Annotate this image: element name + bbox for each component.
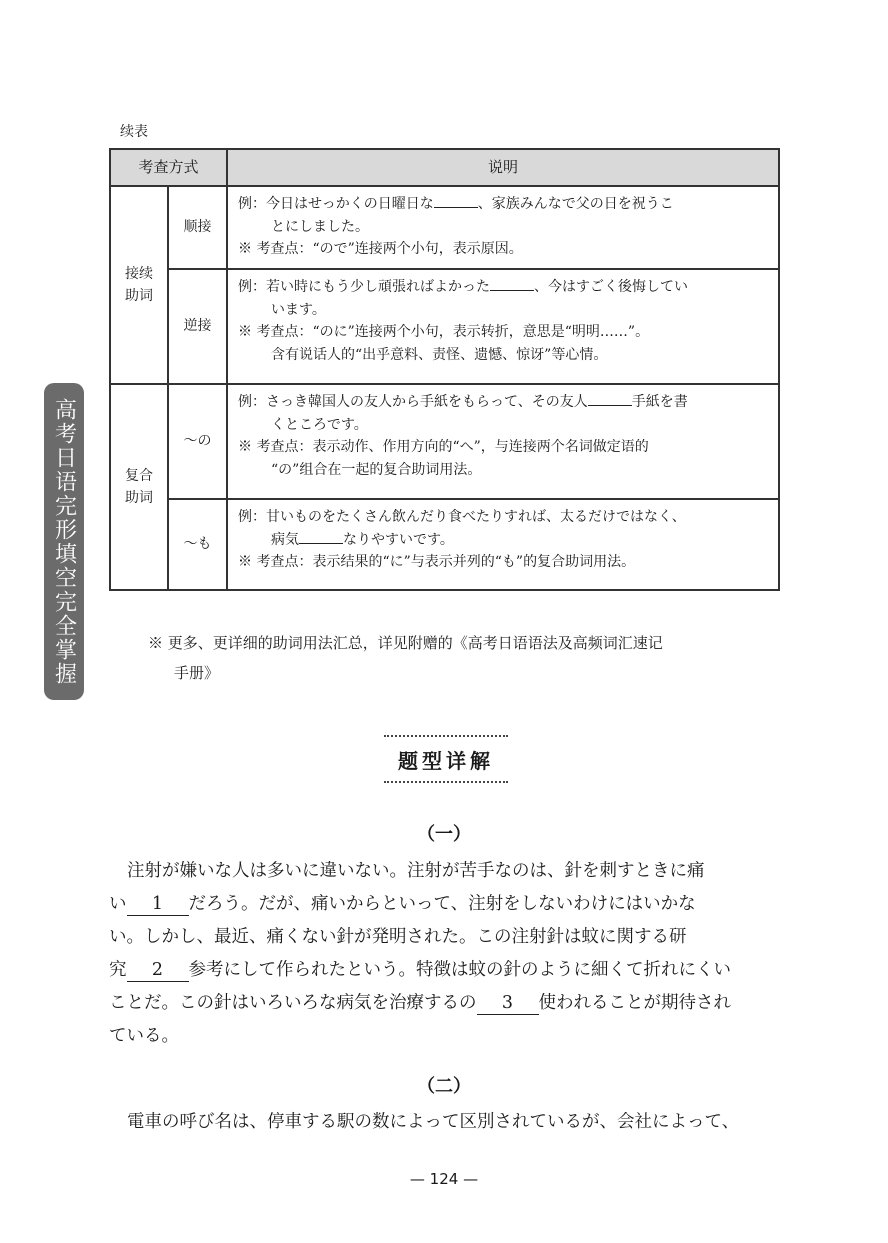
passage-text: 究 <box>109 960 127 980</box>
example-text: 、今はすごく後悔してい <box>534 279 688 295</box>
part-heading: （二） <box>417 1076 471 1097</box>
part-heading: （一） <box>417 824 471 845</box>
row-description <box>227 384 779 499</box>
example-text: 例：今日はせっかくの日曜日な <box>238 196 434 212</box>
example-text: います。 <box>271 301 326 318</box>
header-method: 考查方式 <box>110 149 227 186</box>
table-row <box>110 384 779 499</box>
note-text: ※ 考查点：表示结果的“に”与表示并列的“も”的复合助词用法。 <box>238 554 636 571</box>
table-row <box>110 186 779 269</box>
side-tab <box>44 383 84 700</box>
passage-line: 注射が嫌いな人は多いに違いない。注射が苦手なのは、針を刺すときに痛 <box>127 861 705 881</box>
subcategory: ～の <box>168 384 227 499</box>
note-text: ※ 考查点：“ので”连接两个小句，表示原因。 <box>238 241 523 258</box>
blank-line <box>490 277 534 291</box>
note-text: ※ 考查点：“のに”连接两个小句，表示转折，意思是“明明……”。 <box>238 324 650 341</box>
example-text: くところです。 <box>271 416 368 433</box>
grammar-table <box>109 148 780 591</box>
footnote-line: 手册》 <box>174 664 220 682</box>
section-title: 题型详解 <box>384 735 508 783</box>
table-row <box>110 499 779 590</box>
blank-3[interactable]: 3 <box>477 992 539 1015</box>
passage-text: だろう。だが、痛いからといって、注射をしないわけにはいかな <box>188 894 696 914</box>
category-label: 复合 助词 <box>125 467 153 506</box>
subcategory: 逆接 <box>168 269 227 384</box>
blank-2[interactable]: 2 <box>127 959 189 982</box>
category-label: 接续 助词 <box>125 265 153 304</box>
blank-line <box>434 194 478 208</box>
note-text: ※ 考查点：表示动作、作用方向的“へ”，与连接两个名词做定语的 <box>238 439 649 456</box>
page-number: — 124 — <box>409 1170 479 1188</box>
example-text: とにしました。 <box>271 218 369 235</box>
category-conjunctive-particle <box>110 186 168 384</box>
footnote-line: ※ 更多、更详细的助词用法汇总，详见附赠的《高考日语语法及高频词汇速记 <box>148 634 663 652</box>
passage-text: い <box>109 894 127 914</box>
side-tab-label: 高考日语完形填空完全掌握 <box>51 397 77 686</box>
table-caption: 续表 <box>120 124 148 140</box>
passage-one <box>109 855 781 1053</box>
passage-line: い。しかし、最近、痛くない針が発明された。この注射針は蚊に関する研 <box>109 927 687 947</box>
passage-two <box>109 1106 781 1139</box>
passage-text: ことだ。この針はいろいろな病気を治療するの <box>109 993 477 1013</box>
example-text: 例：さっき韓国人の友人から手紙をもらって、その友人 <box>238 394 588 410</box>
category-compound-particle <box>110 384 168 590</box>
blank-line <box>588 392 632 406</box>
example-text: 、家族みんなで父の日を祝うこ <box>477 196 674 212</box>
row-description <box>227 269 779 384</box>
row-description <box>227 186 779 269</box>
example-text: 例：甘いものをたくさん飲んだり食べたりすれば、太るだけではなく、 <box>238 509 686 525</box>
blank-1[interactable]: 1 <box>127 893 189 916</box>
example-text: なりやすいです。 <box>343 531 454 548</box>
header-description: 说明 <box>227 149 779 186</box>
blank-line <box>299 530 343 544</box>
passage-line: ている。 <box>109 1026 179 1046</box>
passage-text: 参考にして作られたという。特徴は蚊の針のように細くて折れにくい <box>188 960 731 980</box>
subcategory: ～も <box>168 499 227 590</box>
example-text: 病気 <box>271 531 299 548</box>
row-description <box>227 499 779 590</box>
passage-text: 使われることが期待され <box>538 993 731 1013</box>
footnote <box>148 628 788 688</box>
note-text: “の”组合在一起的复合助词用法。 <box>271 462 482 479</box>
subcategory: 顺接 <box>168 186 227 269</box>
passage-line: 電車の呼び名は、停車する駅の数によって区別されているが、会社によって、 <box>127 1112 740 1132</box>
example-text: 例：若い時にもう少し頑張ればよかった <box>238 279 490 295</box>
note-text: 含有说话人的“出乎意料、责怪、遗憾、惊讶”等心情。 <box>271 347 608 364</box>
example-text: 手紙を書 <box>631 394 688 410</box>
table-row <box>110 269 779 384</box>
